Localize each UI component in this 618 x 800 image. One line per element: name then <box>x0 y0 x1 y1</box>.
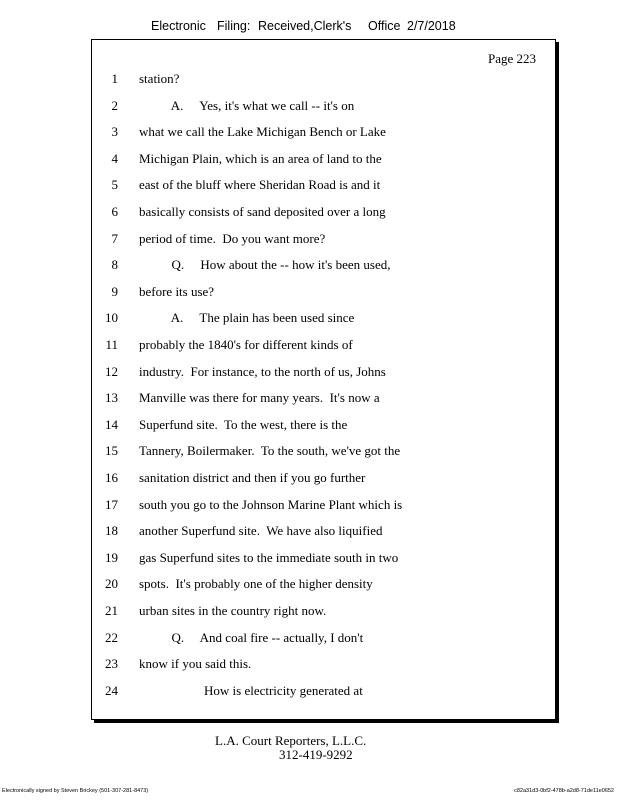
line-number: 6 <box>111 204 118 219</box>
line-number: 5 <box>111 177 118 193</box>
transcript-line <box>92 310 555 330</box>
line-number: 12 <box>105 363 118 379</box>
header-filing: Filing: <box>217 19 251 33</box>
line-number: 2 <box>111 97 118 113</box>
header-electronic: Electronic <box>151 19 206 33</box>
line-number: 13 <box>105 390 118 406</box>
transcript-line <box>92 284 555 304</box>
header-date: 2/7/2018 <box>407 19 456 33</box>
line-text: probably the 1840's for different kinds of <box>139 337 353 352</box>
line-number: 15 <box>105 443 118 459</box>
line-number: 1 <box>111 71 118 86</box>
page-number: Page 223 <box>487 51 536 66</box>
transcript-line <box>92 71 555 91</box>
line-number: 18 <box>105 523 118 539</box>
line-text: industry. For instance, to the north of us, Johns <box>139 363 386 379</box>
transcript-line <box>92 98 555 118</box>
line-text: gas Superfund sites to the immediate south in two <box>139 549 399 565</box>
transcript-page <box>91 39 556 720</box>
line-text: How is electricity generated at <box>139 682 363 698</box>
line-number: 22 <box>105 629 118 645</box>
transcript-line <box>92 470 555 490</box>
line-number: 20 <box>105 576 118 592</box>
line-text: Manville was there for many years. It's now a <box>139 390 380 406</box>
line-text: south you go to the Johnson Marine Plant which is <box>139 496 403 512</box>
header-received: Received,Clerk's <box>258 19 352 33</box>
transcript-line <box>92 550 555 570</box>
line-text: Q. How about the -- how it's been used, <box>139 257 391 273</box>
transcript-lines <box>92 40 555 719</box>
line-number: 8 <box>111 257 118 273</box>
transcript-line <box>92 364 555 384</box>
transcript-line <box>92 683 555 703</box>
line-number: 21 <box>105 603 118 618</box>
transcript-line <box>92 603 555 623</box>
line-number: 14 <box>105 416 118 432</box>
line-text: east of the bluff where Sheridan Road is and it <box>139 177 381 193</box>
transcript-line <box>92 390 555 410</box>
transcript-line <box>92 523 555 543</box>
line-number: 10 <box>105 310 118 326</box>
line-text: before its use? <box>139 283 215 299</box>
transcript-line <box>92 231 555 251</box>
line-number: 7 <box>111 230 118 246</box>
line-number: 11 <box>105 337 118 352</box>
transcript-line <box>92 497 555 517</box>
line-number: 24 <box>105 682 118 698</box>
electronic-signature-note: Electronically signed by Steven Brickey (501-307-281-8473) <box>2 788 149 794</box>
line-number: 19 <box>105 549 118 565</box>
line-text: Superfund site. To the west, there is the <box>139 416 348 432</box>
transcript-line <box>92 443 555 463</box>
filing-stamp-header <box>0 19 618 37</box>
line-text: urban sites in the country right now. <box>139 603 327 618</box>
court-reporter-phone: 312-419-9292 <box>279 747 353 762</box>
transcript-line <box>92 630 555 650</box>
document-id: c82a31d3-0bf2-478b-a2d8-71de11e0652 <box>514 788 614 794</box>
line-text: what we call the Lake Michigan Bench or Lake <box>139 124 386 140</box>
transcript-line <box>92 417 555 437</box>
line-number: 17 <box>105 496 118 512</box>
transcript-line <box>92 124 555 144</box>
court-reporter-name: L.A. Court Reporters, L.L.C. <box>215 733 367 748</box>
transcript-line <box>92 656 555 676</box>
line-text: another Superfund site. We have also liquified <box>139 523 383 539</box>
line-number: 3 <box>111 124 118 140</box>
line-number: 16 <box>105 470 118 485</box>
line-text: sanitation district and then if you go further <box>139 470 366 485</box>
transcript-line <box>92 337 555 357</box>
transcript-line <box>92 204 555 224</box>
line-text: Tannery, Boilermaker. To the south, we've got the <box>139 443 401 459</box>
line-text: station? <box>139 71 180 86</box>
line-text: Q. And coal fire -- actually, I don't <box>139 629 364 645</box>
line-text: spots. It's probably one of the higher density <box>139 576 373 592</box>
line-text: know if you said this. <box>139 656 252 672</box>
line-text: Michigan Plain, which is an area of land to the <box>139 150 382 166</box>
line-text: period of time. Do you want more? <box>139 230 326 246</box>
line-number: 9 <box>111 283 118 299</box>
transcript-line <box>92 576 555 596</box>
line-number: 23 <box>105 656 118 672</box>
transcript-line <box>92 177 555 197</box>
line-text: A. Yes, it's what we call -- it's on <box>139 97 355 113</box>
transcript-line <box>92 257 555 277</box>
line-text: basically consists of sand deposited over a long <box>139 204 386 219</box>
line-number: 4 <box>111 150 118 166</box>
header-office: Office <box>368 19 401 33</box>
transcript-line <box>92 151 555 171</box>
line-text: A. The plain has been used since <box>139 310 355 326</box>
